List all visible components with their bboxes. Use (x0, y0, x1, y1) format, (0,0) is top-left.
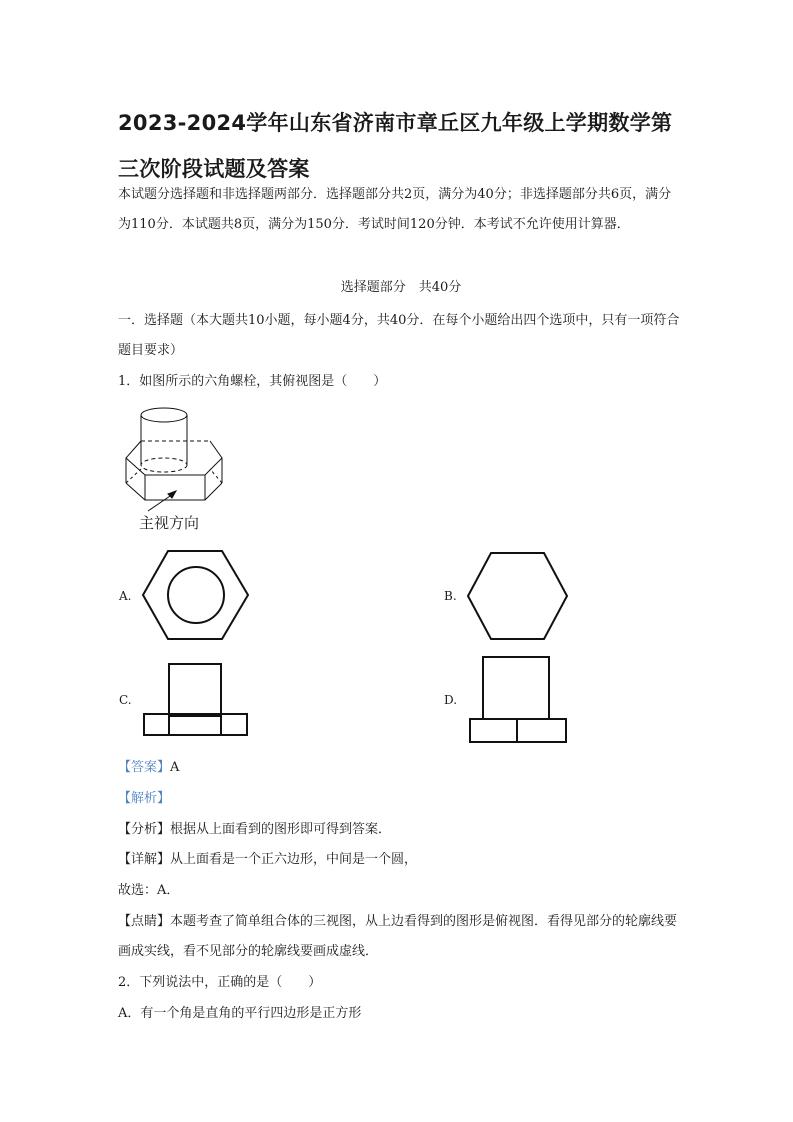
guxuan-line: 故选：A． (118, 883, 180, 898)
section-heading: 选择题部分 共40分 (340, 280, 462, 295)
dianjing-paragraph: 【点睛】本题考查了简单组合体的三视图，从上边看得到的图形是俯视图．看得见部分的轮廓线要画成实线，看不见部分的轮廓线要画成虚线． (118, 914, 678, 959)
option-a-figure (140, 548, 252, 643)
question-2-option-a: A．有一个角是直角的平行四边形是正方形 (118, 1006, 362, 1021)
option-b-figure (465, 550, 570, 642)
fenxi-line: 【分析】根据从上面看到的图形即可得到答案． (118, 822, 392, 837)
option-a-label: A. (119, 589, 132, 603)
answer-value: A (170, 760, 180, 775)
intro-paragraph: 本试题分选择题和非选择题两部分．选择题部分共2页，满分为40分；非选择题部分共6页，满分为110分．本试题共8页，满分为150分．考试时间120分钟．本考试不允许使用计算器． (118, 187, 672, 232)
option-c-label: C. (119, 693, 132, 707)
figure-caption: 主视方向 (139, 514, 200, 532)
document-title: 2023-2024学年山东省济南市章丘区九年级上学期数学第三次阶段试题及答案 (118, 111, 673, 181)
analysis-tag: 【解析】 (118, 791, 171, 806)
question-1-stem: 1．如图所示的六角螺栓，其俯视图是（ ） (118, 374, 387, 389)
question-2-stem: 2．下列说法中，正确的是（ ） (118, 975, 322, 990)
option-b-label: B. (444, 589, 457, 603)
option-d-figure (468, 655, 568, 745)
xiangjie-line: 【详解】从上面看是一个正六边形，中间是一个圆， (118, 852, 418, 867)
part-one-instructions: 一．选择题（本大题共10小题，每小题4分，共40分．在每个小题给出四个选项中，只有一项符合题目要求） (118, 313, 680, 358)
answer-tag: 【答案】 (118, 760, 171, 775)
answer-line (118, 753, 684, 783)
option-d-label: D. (444, 693, 458, 707)
option-c-figure (142, 662, 250, 738)
